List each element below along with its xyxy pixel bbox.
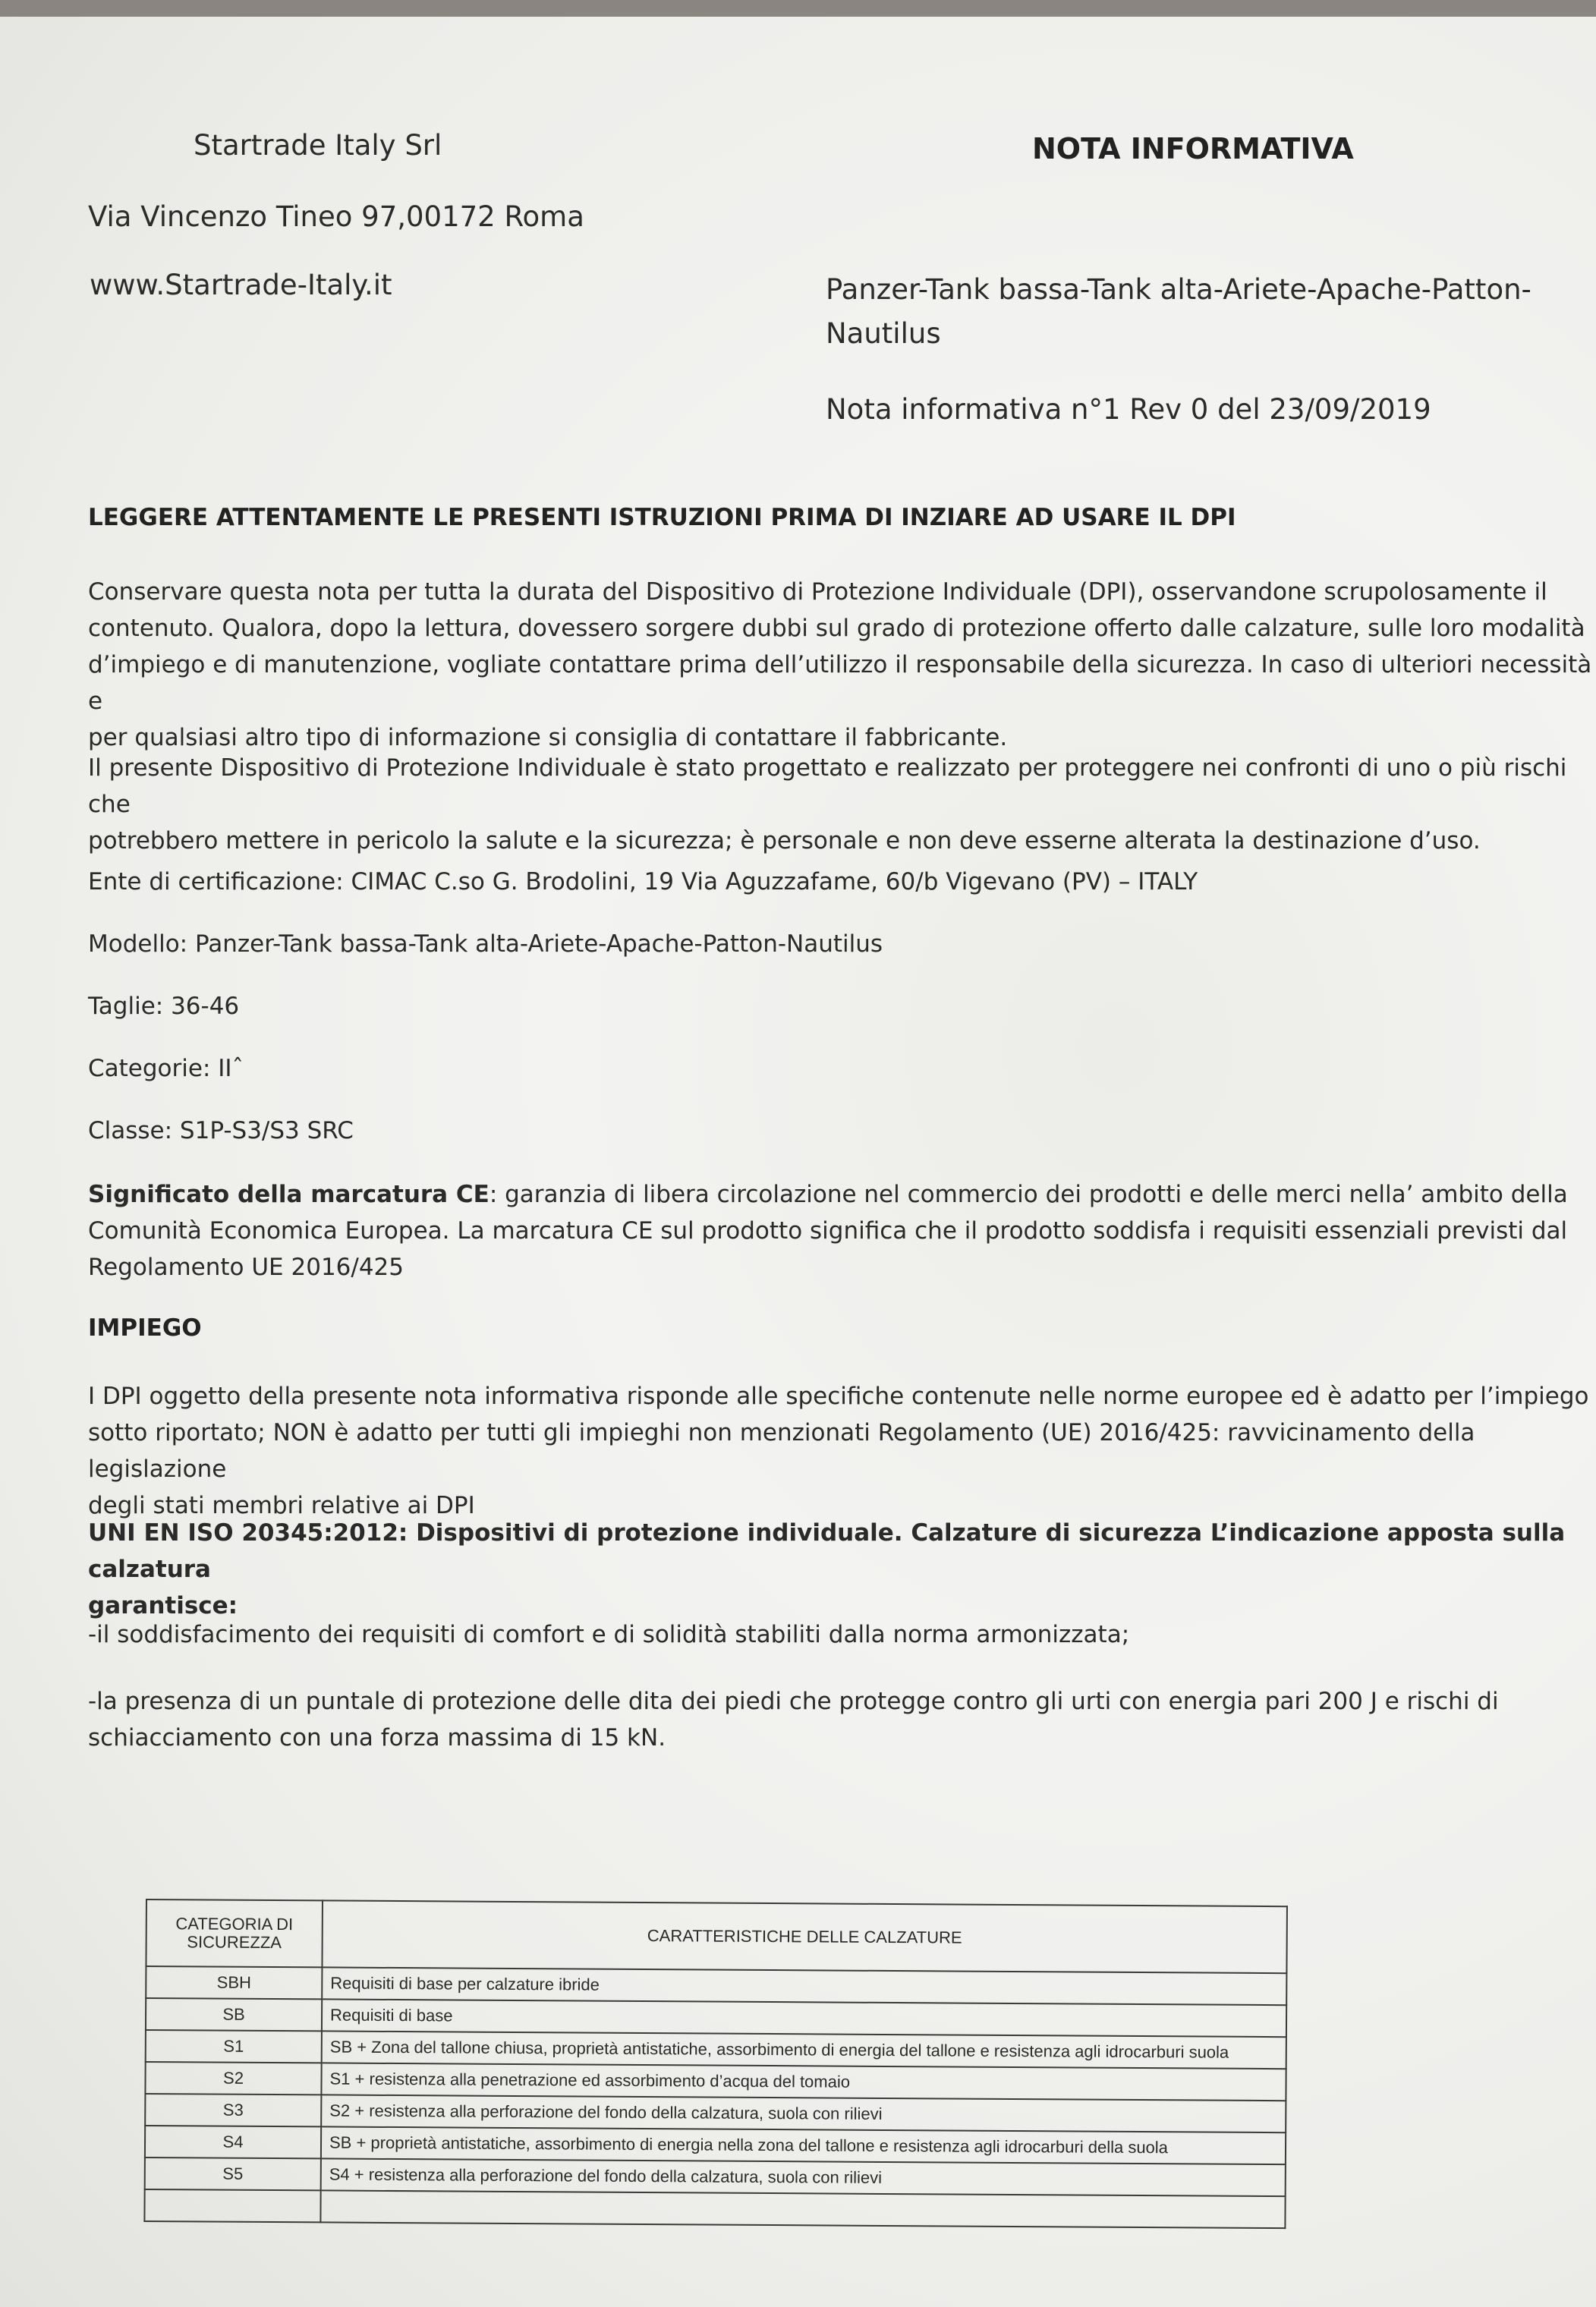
intro-line: Conservare questa nota per tutta la durata del Dispositivo di Protezione Individuale (DPI), osservandone scrupolosamente il	[88, 578, 1547, 606]
column-header-category: CATEGORIA DI SICUREZZA	[146, 1899, 323, 1967]
sizes-line: Taglie: 36-46	[88, 993, 240, 1020]
row-description: SB + Zona del tallone chiusa, proprietà antistatiche, assorbimento di energia del tallone e resistenza agli idrocarburi suola	[322, 2031, 1286, 2069]
impiego-line: degli stati membri relative ai DPI	[88, 1492, 475, 1519]
class-line: Classe: S1P-S3/S3 SRC	[88, 1117, 354, 1144]
uni-heading-line: UNI EN ISO 20345:2012: Dispositivi di protezione individuale. Calzature di sicurezza L’indicazione apposta sulla calzatura	[88, 1519, 1566, 1583]
ce-paragraph	[88, 1176, 1568, 1286]
note-reference: Nota informativa n°1 Rev 0 del 23/09/2019	[826, 393, 1431, 426]
row-description: S4 + resistenza alla perforazione del fondo della calzatura, suola con rilievi	[321, 2158, 1286, 2196]
impiego-line: I DPI oggetto della presente nota informativa risponde alle specifiche contenute nelle norme europee ed è adatto per l’impiego	[88, 1383, 1589, 1410]
model-line: Modello: Panzer-Tank bassa-Tank alta-Ariete-Apache-Patton-Nautilus	[88, 930, 883, 958]
company-address: Via Vincenzo Tineo 97,00172 Roma	[88, 200, 584, 233]
requirement-bullet: -il soddisfacimento dei requisiti di comfort e di solidità stabiliti dalla norma armonizzata;	[88, 1621, 1130, 1648]
row-code: S3	[145, 2094, 321, 2126]
row-description	[320, 2190, 1285, 2228]
purpose-line: potrebbero mettere in pericolo la salute e la sicurezza; è personale e non deve esserne alterata la destinazione d’uso.	[88, 827, 1481, 855]
intro-line: d’impiego e di manutenzione, vogliate contattare prima dell’utilizzo il responsabile della sicurezza. In caso di ulteriori necessità e	[88, 651, 1592, 715]
column-header-characteristics: CARATTERISTICHE DELLE CALZATURE	[322, 1900, 1287, 1973]
document-sheet	[0, 17, 1596, 2307]
row-description: SB + proprietà antistatiche, assorbimento di energia nella zona del tallone e resistenza agli idrocarburi della suola	[321, 2126, 1286, 2164]
certification-body: Ente di certificazione: CIMAC C.so G. Brodolini, 19 Via Aguzzafame, 60/b Vigevano (PV) – ITALY	[88, 868, 1198, 895]
row-description: S1 + resistenza alla penetrazione ed assorbimento d’acqua del tomaio	[321, 2063, 1286, 2101]
uni-heading	[88, 1515, 1596, 1624]
row-code	[144, 2189, 320, 2222]
table-row	[144, 2189, 1285, 2228]
models-line-1: Panzer-Tank bassa-Tank alta-Ariete-Apache-Patton-	[826, 273, 1531, 306]
purpose-paragraph	[88, 750, 1596, 859]
ce-label: Significato della marcatura CE	[88, 1181, 490, 1208]
row-description: S2 + resistenza alla perforazione del fondo della calzatura, suola con rilievi	[321, 2095, 1286, 2132]
category-line: Categorie: IIˆ	[88, 1055, 244, 1082]
table-header-row	[146, 1899, 1287, 1973]
row-code: SB	[146, 1998, 322, 2031]
impiego-paragraph	[88, 1378, 1596, 1524]
impiego-line: sotto riportato; NON è adatto per tutti gli impieghi non menzionati Regolamento (UE) 2016/425: ravvicinamento della legislazione	[88, 1419, 1475, 1483]
purpose-line: Il presente Dispositivo di Protezione Individuale è stato progettato e realizzato per proteggere nei confronti di uno o più rischi che	[88, 754, 1567, 818]
intro-line: contenuto. Qualora, dopo la lettura, dovessero sorgere dubbi sul grado di protezione offerto dalle calzature, sulle loro modalità	[88, 615, 1585, 642]
intro-line: per qualsiasi altro tipo di informazione si consiglia di contattare il fabbricante.	[88, 724, 1008, 751]
row-code: S2	[145, 2062, 321, 2095]
intro-paragraph	[88, 574, 1596, 756]
document-type: NOTA INFORMATIVA	[1032, 132, 1354, 165]
row-description: Requisiti di base	[322, 1999, 1286, 2037]
ce-line	[88, 1176, 1568, 1213]
company-website: www.Startrade-Italy.it	[90, 269, 392, 301]
row-code: S4	[145, 2126, 321, 2158]
safety-category-table	[143, 1899, 1288, 2229]
warning-heading: LEGGERE ATTENTAMENTE LE PRESENTI ISTRUZIONI PRIMA DI INZIARE AD USARE IL DPI	[88, 504, 1236, 531]
row-description: Requisiti di base per calzature ibride	[322, 1967, 1286, 2005]
ce-line: Comunità Economica Europea. La marcatura CE sul prodotto significa che il prodotto soddisfa i requisiti essenziali previsti dal	[88, 1217, 1568, 1245]
models-line-2: Nautilus	[826, 317, 941, 350]
toe-cap-bullet	[88, 1683, 1499, 1756]
company-name: Startrade Italy Srl	[194, 129, 442, 162]
ce-text: : garanzia di libera circolazione nel commercio dei prodotti e delle merci nella’ ambito della	[489, 1181, 1568, 1208]
toe-cap-line: -la presenza di un puntale di protezione delle dita dei piedi che protegge contro gli urti con energia pari 200 J e rischi di	[88, 1688, 1499, 1715]
ce-line: Regolamento UE 2016/425	[88, 1254, 405, 1281]
row-code: S5	[145, 2158, 321, 2190]
row-code: SBH	[146, 1966, 322, 1999]
row-code: S1	[146, 2030, 322, 2063]
uni-heading-line: garantisce:	[88, 1592, 238, 1619]
impiego-heading: IMPIEGO	[88, 1314, 202, 1342]
toe-cap-line: schiacciamento con una forza massima di 15 kN.	[88, 1724, 666, 1751]
